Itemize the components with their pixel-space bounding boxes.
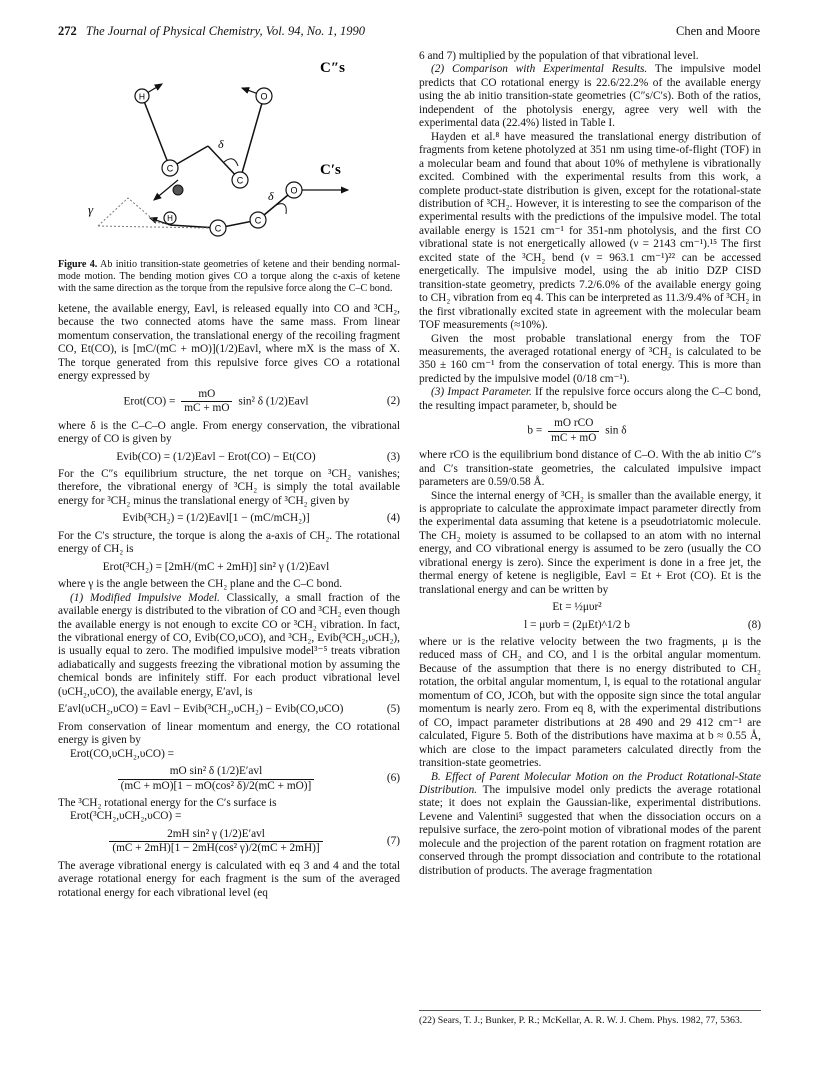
eq7-numerator: 2mH sin² γ (1/2)E′avl [167, 827, 265, 840]
equation-3 [58, 451, 400, 464]
eq2-rhs: sin² δ (1/2)Eavl [238, 395, 309, 408]
eq6-lhs: Erot(CO,υCH₂,υCO) = [70, 747, 175, 760]
right-para-3: Hayden et al.⁸ have measured the translational energy distribution of fragments from ketene photolyzed at 351 nm using time-of-flight (TOF) in a molecular beam and found that about 10% of methylene is vibrationally excited. Combined with the experimental results from this work, a complete product-state distribution is given, except for the rotational-state distribution of ³CH₂. However, it is interesting to see the comparison of the experimental results with the predictions of the impulsive model. The total available energy is 1521 cm⁻¹ for 351-nm photolysis, and the first CO vibrational state is not energetically allowed (ν = 2143 cm⁻¹).¹⁵ The first excited state of the ³CH₂ bend (ν = 963.1 cm⁻¹)²² can be accessed energetically. The impulsive model, using the ab initio DZP CISD transition-state geometry, predicts 7.2/6.0% of the available energy going to CH₂ vibration from eq 4. This can be interpreted as 11.3/9.4% of ³CH₂ in the first vibrationally excited state in agreement with the molecular beam TOF measurements (≈10%). [419, 130, 761, 332]
eq3-number: (3) [386, 450, 400, 463]
eq-rot-body: Erot(³CH₂) = [2mH/(mC + 2mH)] sin² γ (1/2)Eavl [102, 560, 330, 573]
left-para-2: where δ is the C–C–O angle. From energy conservation, the vibrational energy of CO is given by [58, 419, 400, 446]
eq8b-body: l = μυrb = (2μEt)^1/2 b [524, 618, 630, 631]
authors: Chen and Moore [675, 24, 760, 38]
eqb-rhs: sin δ [605, 424, 627, 437]
equation-7 [58, 828, 400, 856]
journal-title: The Journal of Physical Chemistry, Vol. 94, No. 1, 1990 [85, 24, 366, 38]
eq7-number: (7) [386, 835, 400, 848]
atom-c1: C [166, 163, 174, 174]
equation-2 [58, 388, 400, 416]
footnote-22: (22) Sears, T. J.; Bunker, P. R.; McKellar, A. R. W. J. Chem. Phys. 1982, 77, 5363. [419, 1010, 761, 1027]
top-structure [135, 60, 345, 200]
left-para-1: ketene, the available energy, Eavl, is released equally into CO and ³CH₂, because the two connected atoms have the same mass. From linear momentum conservation, the translational energy of the recoiling fragment CO, Et(CO), is [mC/(mC + mO)](1/2)Eavl, where mX is the mass of X. The torque generated from this repulsive force gives CO a rotational energy expressed by [58, 303, 400, 383]
right-para-2-text: The impulsive model predicts that CO rotational energy is 22.6/22.2% of the available energy using the ab initio transition-state geometries (C″s/C′s). Both of the ratios, independent of the photolysis energy, agree very well with the experimental data (22.4%) listed in Table I. [419, 63, 761, 130]
left-column [58, 50, 400, 900]
page-number: 272 [58, 24, 77, 38]
right-para-7: Since the internal energy of ³CH₂ is smaller than the available energy, it is appropriate to calculate the approximate impact parameter directly from the experimental data assuming that ketene is a pseudotriatomic molecule. The CH₂ moiety is assumed to be collapsed to an atom with no internal energy, and CO vibrational energy is assumed to be zero (usually the CO vibrational energy is zero). Since the experiment is done in a free jet, the thermal energy of ketene is negligible, Eavl = Et + Erot (CO). Et is the translational energy and can be written by [419, 489, 761, 596]
right-para-1: 6 and 7) multiplied by the population of that vibrational level. [419, 50, 699, 62]
section-2-heading: (2) Comparison with Experimental Results. [431, 63, 648, 76]
eq6-number: (6) [386, 772, 400, 785]
eq8-number: (8) [747, 618, 761, 631]
right-para-9-text: The impulsive model only predicts the average rotational state; it does not explain the Gaussian-like, experimental distributions. Levene and Valentini⁵ suggested that when the dissociation occurs on a repulsive surface, the zero-point motion of vibrational modes of the parent molecule and the projection of the parent rotation on fragment rotation are conserved through the prompt dissociation and contribute to the rotational distribution of products. The average fragmentation [419, 784, 761, 877]
eqb-lhs: b = [527, 424, 543, 437]
right-para-8: where υr is the relative velocity between the two fragments, μ is the reduced mass of CH₂ and CO, and l is the orbital angular momentum. Because of the assumption that there is no energy distributed to CH₂ rotation, the orbital angular momentum, l, is equal to the rotational angular momentum of CO, JCOħ, but with the opposite sign since the total angular momentum is nearly zero. From eq 8, with the experimental distributions of CO, impact parameter distributions at 28 490 and 29 412 cm⁻¹ are calculated, Figure 5. Both of the distributions have maxima at b ≈ 0.55 Å, which are close to the impact parameters calculated directly from the transition-state geometries. [419, 636, 761, 770]
label-cs-prime: C′s [320, 162, 341, 178]
equation-8a [419, 601, 761, 614]
section-b-heading: B. Effect of Parent Molecular Motion on the Product Rotational-State Distribution. [419, 770, 761, 797]
atom-h2: H [167, 214, 173, 223]
eq7-denominator: (mC + 2mH)[1 − 2mH(cos² γ)/2(mC + 2mH)] [109, 841, 322, 855]
atom-c2: C [236, 175, 244, 186]
caption-label: Figure 4. [58, 259, 98, 270]
eq2-lhs: Erot(CO) = [123, 395, 176, 408]
right-para-4: Given the most probable translational energy from the TOF measurements, the averaged rotational energy of ³CH₂ is calculated to be 350 ± 160 cm⁻¹ from the conservation of total energy. This is more than predicted by the impulsive model (0/18 cm⁻¹). [419, 332, 761, 385]
eq2-denominator: mC + mO [181, 401, 232, 415]
gamma-angle: γ [88, 202, 94, 217]
section-1-heading: (1) Modified Impulsive Model. [70, 591, 220, 604]
figure-caption [58, 259, 400, 295]
eqb-denominator: mC + mO [548, 431, 599, 445]
right-para-5-text: If the repulsive force occurs along the C–C bond, the resulting impact parameter, b, should be [419, 386, 761, 412]
left-para-4: For the C′s structure, the torque is along the a-axis of CH₂. The rotational energy of CH₂ is [58, 529, 400, 556]
right-para-6: where rCO is the equilibrium bond distance of C–O. With the ab initio C″s and C′s transition-state geometries, the calculated impulsive impact parameters are 0.59/0.58 Å. [419, 449, 761, 489]
figure-4-diagram [58, 50, 400, 255]
right-column [419, 50, 761, 878]
bottom-structure [88, 162, 348, 236]
equation-5 [58, 703, 400, 716]
eq2-number: (2) [386, 394, 400, 407]
eq6-denominator: (mC + mO)[1 − mO(cos² δ)/2(mC + mO)] [118, 779, 315, 793]
figure-4 [58, 50, 400, 255]
equation-6 [58, 765, 400, 793]
right-para-5 [419, 386, 761, 413]
atom-h1: H [138, 91, 146, 102]
running-header [58, 24, 760, 39]
left-para-7: From conservation of linear momentum and energy, the CO rotational energy is given by [58, 720, 400, 747]
equation-8 [419, 619, 761, 632]
eq5-body: E′avl(υCH₂,υCO) = Eavl − Evib(³CH₂,υCH₂) − Evib(CO,υCO) [58, 703, 344, 716]
section-3-heading: (3) Impact Parameter. [431, 386, 532, 399]
left-para-6-text: Classically, a small fraction of the available energy is distributed to the vibration of CO and ³CH₂ even though the available energy is not enough to excite CO or ³CH₂ vibration. In fact, the vibrational energy of CO, Evib(CO,υCO), and ³CH₂, Evib(³CH₂,υCH₂), is usually equal to zero. The modified impulsive model³⁻⁵ treats vibration adiabatically and suggests freezing the vibrational motion by assuming the chemical bonds are infinitely stiff. For each product vibrational level (υCH₂,υCO), the available energy, E′avl, is [58, 591, 400, 698]
left-para-6 [58, 592, 400, 700]
right-para-9 [419, 771, 761, 879]
atom-o2: O [290, 185, 298, 196]
equation-rot-ch2 [58, 561, 400, 574]
equation-impact-parameter [419, 417, 761, 445]
eq6-numerator: mO sin² δ (1/2)E′avl [169, 765, 263, 778]
eq5-number: (5) [386, 703, 400, 716]
left-para-8: The ³CH₂ rotational energy for the C′s surface is [58, 796, 277, 809]
eq7-lhs: Erot(³CH₂,υCH₂,υCO) = [70, 810, 182, 823]
left-para-9: The average vibrational energy is calculated with eq 3 and 4 and the total average rotational energy for each fragment is the sum of the averaged rotational energy for each vibrational level (eq [58, 859, 400, 899]
delta-angle-top: δ [218, 137, 224, 151]
eq3-body: Evib(CO) = (1/2)Eavl − Erot(CO) − Et(CO) [116, 450, 316, 463]
left-para-5: where γ is the angle between the CH₂ plane and the C–C bond. [58, 578, 343, 591]
atom-c4: C [254, 215, 262, 226]
left-para-3: For the C″s equilibrium structure, the net torque on ³CH₂ vanishes; therefore, the vibrational energy of ³CH₂ is simply the total available energy for ³CH₂ minus the translational energy of ³CH₂ given by [58, 467, 400, 507]
eq2-numerator: mO [198, 387, 216, 400]
caption-text: Ab initio transition-state geometries of ketene and their bending normal-mode motion. The bending motion gives CO a torque along the c-axis of ketene with the same direction as the torque from the repulsive force along the C–C bond. [58, 259, 400, 294]
equation-4 [58, 512, 400, 525]
eq4-number: (4) [386, 512, 400, 525]
label-cs-double-prime: C″s [320, 60, 345, 76]
atom-c3: C [214, 223, 222, 234]
delta-angle-bottom: δ [268, 189, 274, 203]
eqb-numerator: mO rCO [554, 417, 594, 430]
eq8a-body: Et = ½μυr² [552, 601, 602, 614]
right-para-2 [419, 63, 761, 130]
eq4-body: Evib(³CH₂) = (1/2)Eavl[1 − (mC/mCH₂)] [122, 512, 310, 525]
atom-o1: O [260, 91, 268, 102]
